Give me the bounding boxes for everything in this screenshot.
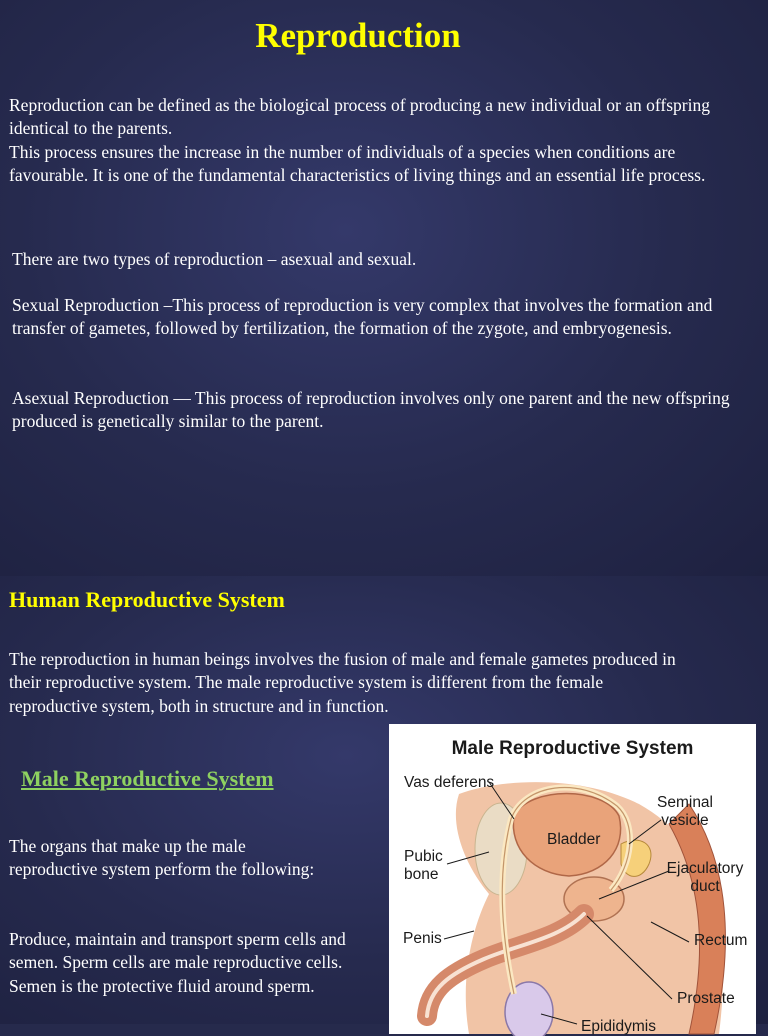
label-seminal-line-2: vesicle	[661, 812, 709, 829]
label-ejaculatory-duct	[657, 860, 753, 896]
asexual-reproduction-paragraph: Asexual Reproduction — This process of reproduction involves only one parent and the new offspring produced is genetically similar to the parent.	[12, 388, 730, 432]
intro-paragraph-2: This process ensures the increase in the number of individuals of a species when conditions are favourable. It is one of the fundamental characteristics of living things and an essential life process.	[9, 142, 706, 186]
slide-title: Reproduction	[255, 16, 461, 55]
label-penis: Penis	[403, 930, 442, 947]
organs-intro-paragraph: The organs that make up the male reproductive system perform the following:	[9, 836, 315, 880]
slide-human-reproductive-system	[0, 576, 768, 1035]
human-reproduction-paragraph: The reproduction in human beings involves the fusion of male and female gametes produced in their reproductive system. The male reproductive system is different from the female reproductive system, both in structure and in function.	[9, 649, 676, 716]
label-pubic-line-2: bone	[404, 866, 439, 883]
label-ejaculatory-line-1: Ejaculatory	[666, 860, 744, 877]
male-system-subheading: Male Reproductive System	[21, 766, 274, 791]
label-seminal-line-1: Seminal	[657, 794, 713, 811]
label-prostate: Prostate	[677, 990, 735, 1007]
functions-paragraph: Produce, maintain and transport sperm cells and semen. Sperm cells are male reproductive cells. Semen is the protective fluid around sperm.	[9, 929, 346, 996]
label-pubic-line-1: Pubic	[404, 848, 443, 865]
label-vas-deferens: Vas deferens	[404, 774, 495, 791]
male-reproductive-diagram	[389, 724, 756, 1034]
label-pubic-bone	[404, 848, 443, 884]
section-heading: Human Reproductive System	[9, 587, 285, 612]
label-ejaculatory-line-2: duct	[690, 878, 720, 895]
intro-paragraph-1: Reproduction can be defined as the biological process of producing a new individual or an offspring identical to the parents.	[9, 95, 710, 139]
diagram-title: Male Reproductive System	[451, 738, 694, 759]
label-epididymis: Epididymis	[581, 1018, 656, 1035]
label-bladder: Bladder	[547, 831, 601, 848]
sexual-reproduction-paragraph: Sexual Reproduction –This process of reproduction is very complex that involves the formation and transfer of gametes, followed by fertilization, the formation of the zygote, and embryogenesis.	[12, 295, 713, 339]
label-rectum: Rectum	[694, 932, 748, 949]
types-paragraph: There are two types of reproduction – asexual and sexual.	[12, 249, 417, 269]
label-seminal-vesicle	[643, 794, 727, 830]
